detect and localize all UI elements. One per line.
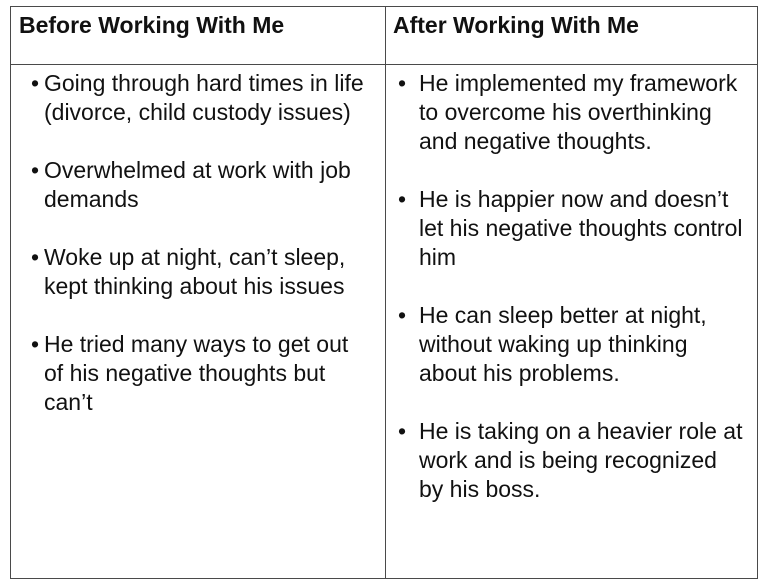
header-before: Before Working With Me (19, 12, 285, 38)
before-item-text: He tried many ways to get out of his negative thoughts but can’t (44, 331, 349, 415)
after-item-text: He is taking on a heavier role at work and is being recognized by his boss. (419, 418, 743, 502)
before-item (31, 243, 366, 301)
after-item-text: He can sleep better at night, without waking up thinking about his problems. (419, 302, 707, 386)
header-divider (11, 64, 757, 65)
after-item (393, 185, 743, 272)
before-item-text: Overwhelmed at work with job demands (44, 157, 351, 212)
before-item (31, 330, 366, 417)
comparison-table (10, 6, 758, 579)
bullet-icon: • (31, 157, 40, 183)
after-item (393, 301, 743, 388)
column-divider (385, 7, 386, 578)
before-item-text: Woke up at night, can’t sleep, kept thinking about his issues (44, 244, 346, 299)
after-item-text: He implemented my framework to overcome his overthinking and negative thoughts. (419, 70, 738, 154)
after-item (393, 417, 743, 504)
after-list (393, 69, 743, 533)
bullet-icon: • (398, 186, 407, 212)
bullet-icon: • (31, 70, 40, 96)
bullet-icon: • (31, 331, 40, 357)
before-item-text: Going through hard times in life (divorce, child custody issues) (44, 70, 364, 125)
before-item (31, 156, 366, 214)
bullet-icon: • (398, 70, 407, 96)
header-after: After Working With Me (393, 12, 639, 38)
bullet-icon: • (398, 418, 407, 444)
before-item (31, 69, 366, 127)
bullet-icon: • (398, 302, 407, 328)
after-item (393, 69, 743, 156)
bullet-icon: • (31, 244, 40, 270)
before-list (31, 69, 366, 446)
after-item-text: He is happier now and doesn’t let his negative thoughts control him (419, 186, 743, 270)
